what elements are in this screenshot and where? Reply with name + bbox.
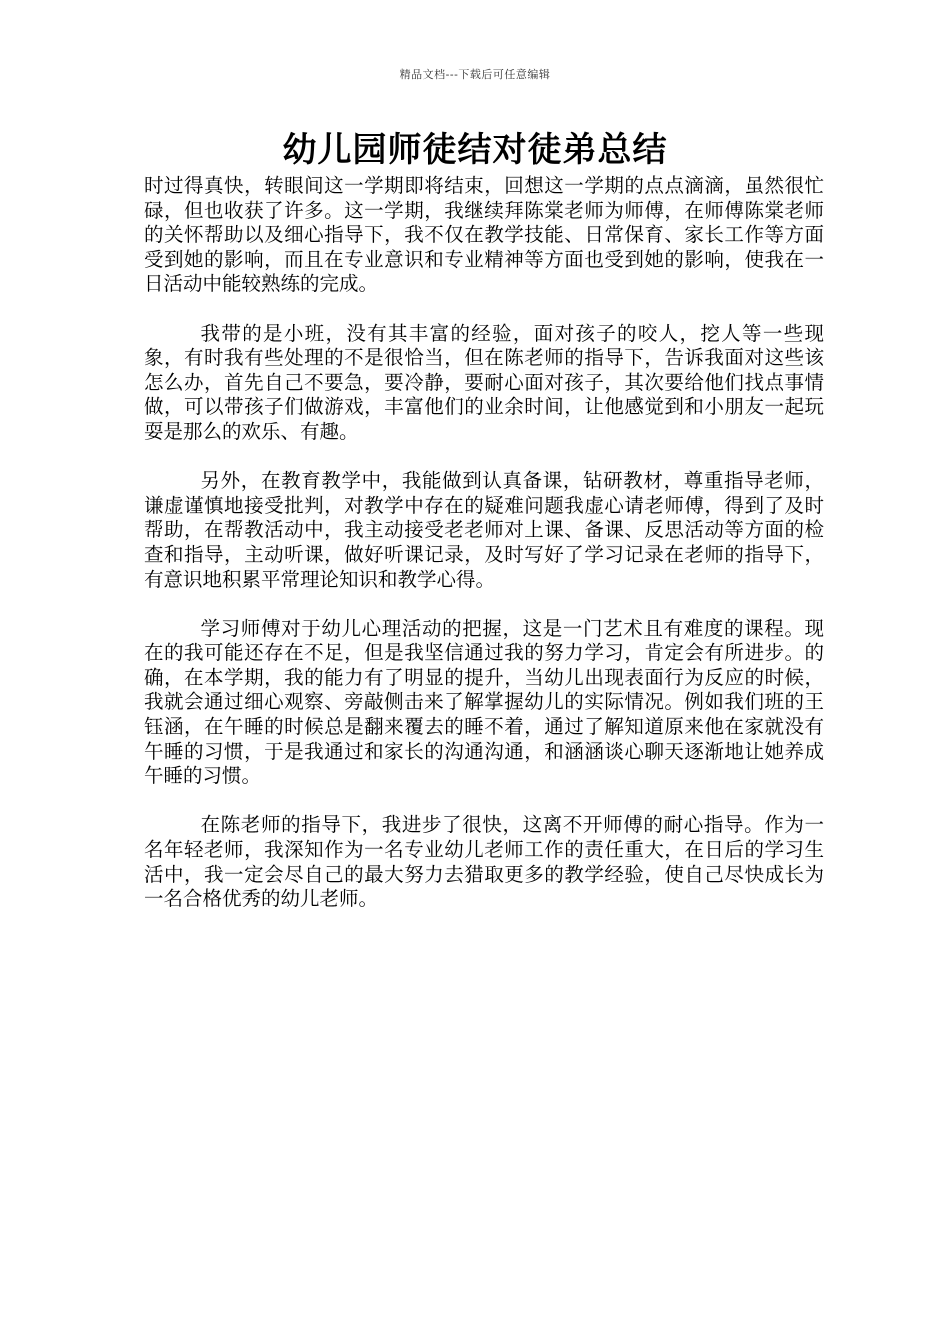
document-body: [144, 174, 824, 936]
document-title: 幼儿园师徒结对徒弟总结: [282, 130, 668, 170]
header-note: 精品文档---下载后可任意编辑: [399, 68, 551, 81]
paragraph-5: 在陈老师的指导下，我进步了很快，这离不开师傅的耐心指导。作为一名年轻老师，我深知作为一名专业幼儿老师工作的责任重大，在日后的学习生活中，我一定会尽自己的最大努力去猎取更多的教学经验，使自己尽快成长为一名合格优秀的幼儿老师。: [144, 813, 824, 911]
paragraph-1: 时过得真快，转眼间这一学期即将结束，回想这一学期的点点滴滴，虽然很忙碌，但也收获了许多。这一学期，我继续拜陈棠老师为师傅，在师傅陈棠老师的关怀帮助以及细心指导下，我不仅在教学技能、日常保育、家长工作等方面受到她的影响，而且在专业意识和专业精神等方面也受到她的影响，使我在一日活动中能较熟练的完成。: [144, 174, 824, 296]
paragraph-3: 另外，在教育教学中，我能做到认真备课，钻研教材，尊重指导老师，谦虚谨慎地接受批判，对教学中存在的疑难问题我虚心请老师傅，得到了及时帮助，在帮教活动中，我主动接受老老师对上课、备课、反思活动等方面的检查和指导，主动听课，做好听课记录，及时写好了学习记录在老师的指导下，有意识地积累平常理论知识和教学心得。: [144, 469, 824, 591]
paragraph-2: 我带的是小班，没有其丰富的经验，面对孩子的咬人，挖人等一些现象，有时我有些处理的不是很恰当，但在陈老师的指导下，告诉我面对这些该怎么办，首先自己不要急，要冷静，要耐心面对孩子，其次要给他们找点事情做，可以带孩子们做游戏，丰富他们的业余时间，让他感觉到和小朋友一起玩耍是那么的欢乐、有趣。: [144, 321, 824, 443]
paragraph-4: 学习师傅对于幼儿心理活动的把握，这是一门艺术且有难度的课程。现在的我可能还存在不足，但是我坚信通过我的努力学习，肯定会有所进步。的确，在本学期，我的能力有了明显的提升，当幼儿出现表面行为反应的时候，我就会通过细心观察、旁敲侧击来了解掌握幼儿的实际情况。例如我们班的王钰涵，在午睡的时候总是翻来覆去的睡不着，通过了解知道原来他在家就没有午睡的习惯，于是我通过和家长的沟通沟通，和涵涵谈心聊天逐渐地让她养成午睡的习惯。: [144, 616, 824, 788]
